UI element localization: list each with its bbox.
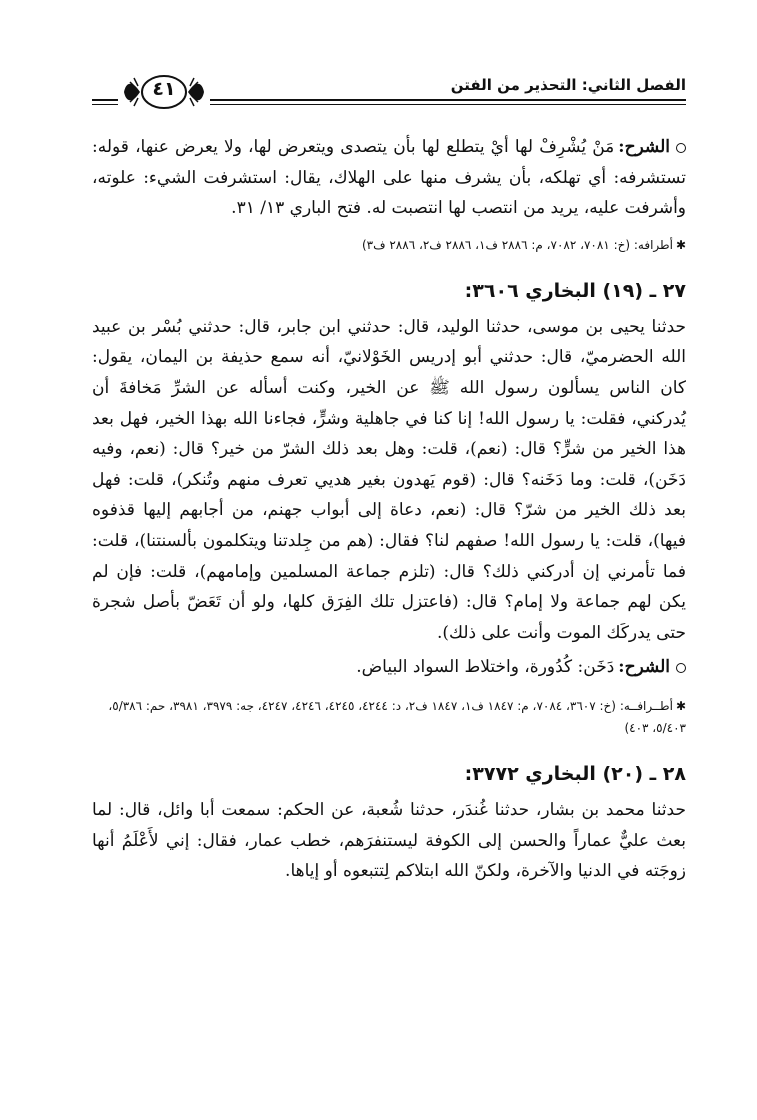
sharh-label: الشرح:: [618, 137, 670, 157]
hadith-heading: ٢٧ ـ (١٩) البخاري ٣٦٠٦:: [464, 279, 686, 302]
sharh-note: [92, 132, 686, 224]
header-rule-right: [210, 99, 686, 101]
sharh-label: الشرح:: [618, 657, 670, 678]
page-header: [92, 66, 686, 116]
atraf-line: [92, 234, 686, 256]
atraf-label: أطــرافــه:: [619, 698, 673, 713]
sharh-text: دَخَن: كُدُورة، واختلاط السواد البياض.: [356, 657, 615, 678]
page-content: [92, 132, 686, 887]
header-rule-right-thin: [210, 104, 686, 105]
atraf-line: [92, 695, 686, 739]
chapter-title: الفصل الثاني: التحذير من الفتن: [450, 76, 686, 94]
atraf-refs: (خ: ٧٠٨١، ٧٠٨٢، م: ٢٨٨٦ ف١، ٢٨٨٦ ف٢، ٢٨٨٦ ف٣): [361, 237, 631, 252]
asterisk-icon: ✱: [675, 698, 686, 713]
hadith-heading: ٢٨ ـ (٢٠) البخاري ٣٧٧٢:: [464, 762, 686, 785]
circle-bullet-icon: [676, 143, 686, 153]
header-rule-left-thin: [92, 104, 118, 105]
atraf-refs: (خ: ٣٦٠٧، ٧٠٨٤، م: ١٨٤٧ ف١، ١٨٤٧ ف٢، د: ٤٢٤٤، ٤٢٤٥، ٤٢٤٦، ٤٢٤٧، جه: ٣٩٧٩، ٣٩٨١، حم: ٥/٣٨٦، ٥/٤٠٣، ٤٠٣): [108, 698, 686, 735]
header-rule-left: [92, 99, 118, 101]
circle-bullet-icon: [676, 663, 686, 673]
page-number: ٤١: [152, 78, 176, 100]
sharh-note: [92, 652, 686, 683]
hadith-text: حدثنا محمد بن بشار، حدثنا غُندَر، حدثنا شُعبة، عن الحكم: سمعت أبا وائل، قال: لما بعث عليٌّ عماراً والحسن إلى الكوفة ليستنفرَهم، خطب عمار، فقال: إني لأَعْلَمُ أنها زوجَته في الدنيا والآخرة، ولكنّ الله ابتلاكم لِتتبعوه أو إياها.: [92, 799, 686, 882]
page-number-ornament: [120, 72, 208, 112]
atraf-label: أطرافه:: [633, 237, 673, 252]
asterisk-icon: ✱: [675, 237, 686, 252]
sharh-text: مَنْ يُشْرِفْ لها أيْ يتطلع لها بأن يتصدى ويتعرض لها، ولا يعرض عنها، قوله: تستشرفه: أي تهلكه، بأن يشرف منها على الهلاك، يقال: استشرفت الشيء: علوته، وأشرفت عليه، يريد من انتصب لها انتصبت له. فتح الباري ١٣/ ٣١.: [92, 137, 686, 219]
hadith-text: حدثنا يحيى بن موسى، حدثنا الوليد، قال: حدثني ابن جابر، قال: حدثني بُسْر بن عبيد الله الحضرميّ، قال: حدثني أبو إدريس الخَوْلانيّ، أنه سمع حذيفة بن اليمان، يقول: كان الناس يسألون رسول الله ﷺ عن الخير، وكنت أسأله عن الشرِّ مَخافةَ أن يُدركني، فقلت: يا رسول الله! إنا كنا في جاهلية وشرٍّ، فجاءنا الله بهذا الخير، فهل بعد هذا الخير من شرٍّ؟ قال: (نعم)، قلت: وهل بعد ذلك الشرّ من خير؟ قال: (نعم، وفيه دَخَن)، قلت: وما دَخَنه؟ قال: (قوم يَهدون بغير هديي تعرف منهم وتُنكر)، قلت: فهل بعد ذلك الخير من شرّ؟ قال: (نعم، دعاة إلى أبواب جهنم، من أجابهم إليها قذفوه فيها)، قلت: يا رسول الله! صفهم لنا؟ فقال: (هم من جِلدتنا ويتكلمون بألسنتنا)، قلت: فما تأمرني إن أدركني ذلك؟ قال: (تلزم جماعة المسلمين وإمامهم)، قلت: فإن لم يكن لهم جماعة ولا إمام؟ قال: (فاعتزل تلك الفِرَق كلها، ولو أن تَعَضّ بأصل شجرة حتى يدركَك الموت وأنت على ذلك).: [92, 316, 686, 643]
